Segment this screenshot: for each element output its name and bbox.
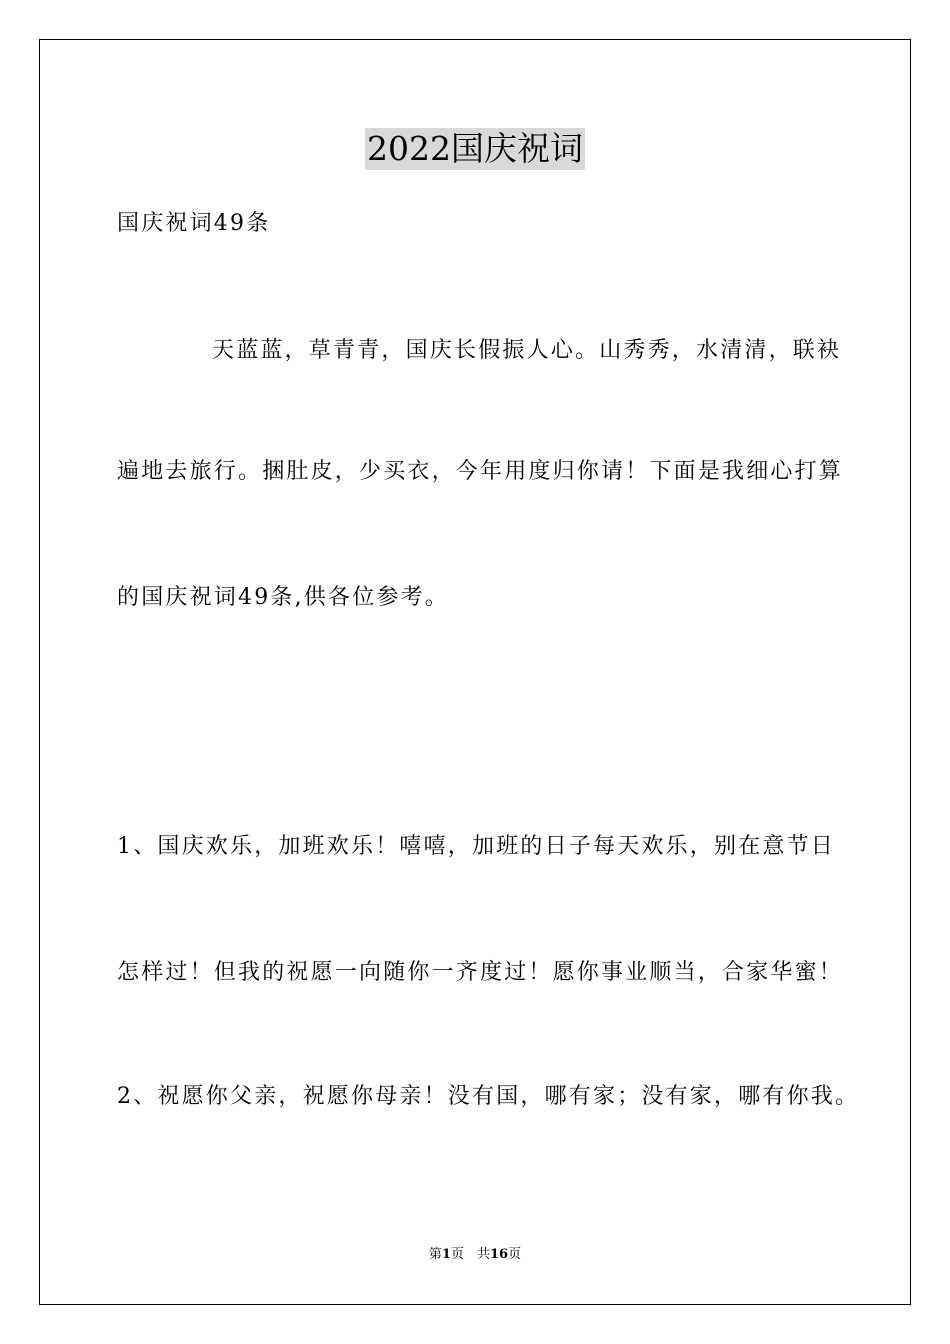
intro-line-1: 天蓝蓝，草青青，国庆长假振人心。山秀秀，水清清，联袂 — [212, 338, 842, 363]
footer-page-suffix: 页 — [508, 1247, 522, 1262]
item-line-3: 2、祝愿你父亲，祝愿你母亲！没有国，哪有家；没有家，哪有你我。 — [117, 1084, 860, 1109]
intro-line-3: 的国庆祝词49条,供各位参考。 — [117, 585, 449, 610]
title-container — [0, 128, 950, 170]
footer-page-mid: 页 共 — [450, 1247, 490, 1262]
item-line-1: 1、国庆欢乐，加班欢乐！嘻嘻，加班的日子每天欢乐，别在意节日 — [117, 834, 835, 859]
document-subtitle: 国庆祝词49条 — [117, 211, 271, 236]
footer-page-prefix: 第 — [428, 1247, 442, 1262]
footer-page-current: 1 — [441, 1247, 451, 1262]
document-title: 2022国庆祝词 — [367, 129, 583, 168]
footer-page-total: 16 — [489, 1247, 509, 1262]
item-line-2: 怎样过！但我的祝愿一向随你一齐度过！愿你事业顺当，合家华蜜！ — [117, 960, 844, 985]
page-footer — [0, 1246, 950, 1264]
intro-line-2: 遍地去旅行。捆肚皮，少买衣，今年用度归你请！下面是我细心打算 — [117, 459, 844, 484]
